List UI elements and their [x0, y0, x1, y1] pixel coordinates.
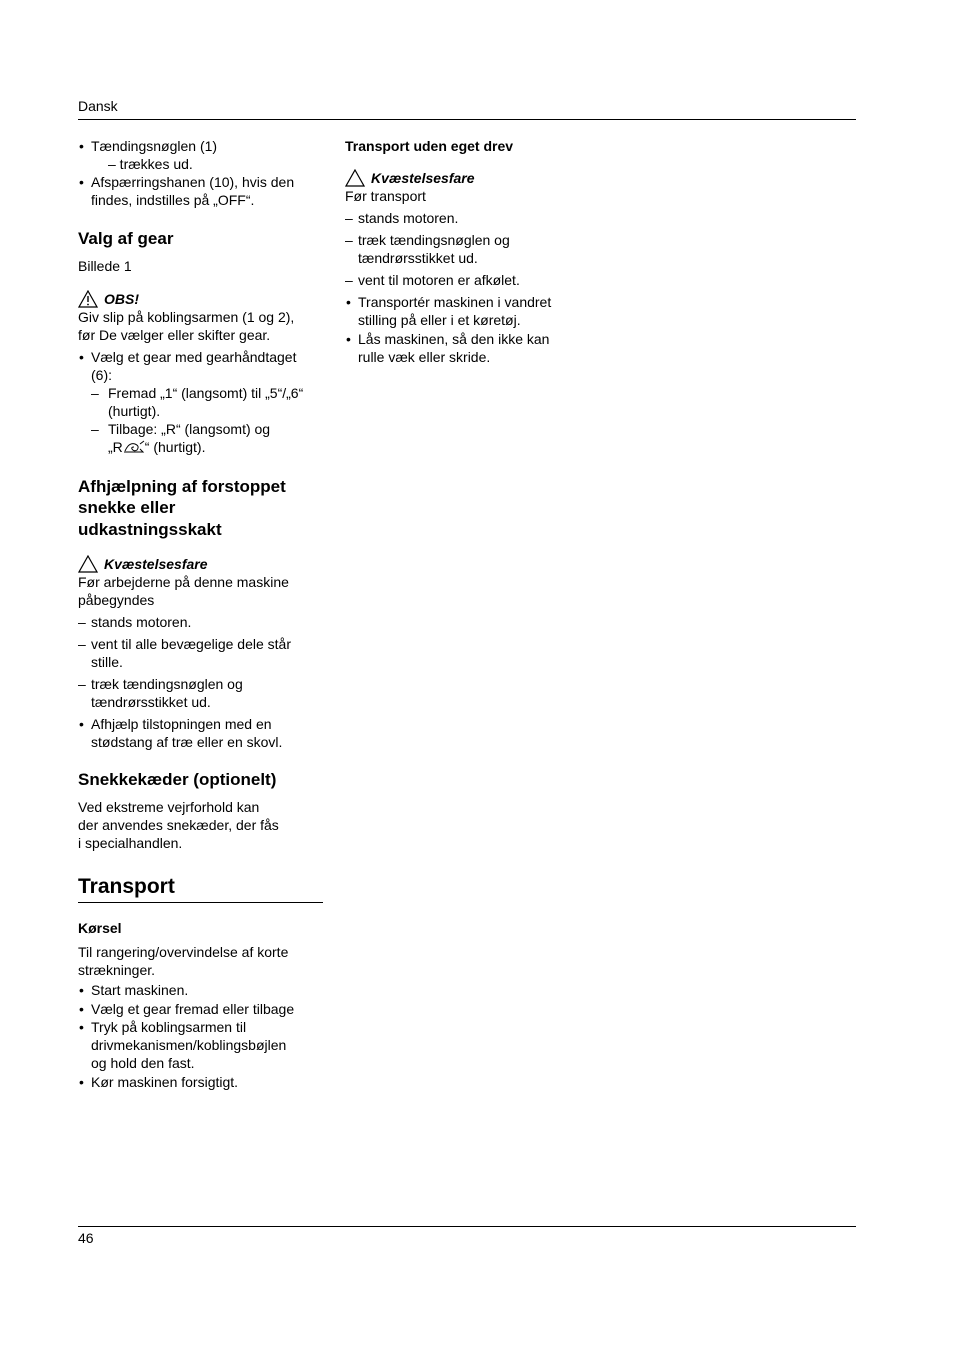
list-item: – vent til motoren er afkølet. [345, 271, 585, 289]
page-number: 46 [78, 1230, 94, 1246]
list-item: • Kør maskinen forsigtigt. [78, 1073, 328, 1091]
left-column: • Tændingsnøglen (1) – trækkes ud. • Afspærringshanen (10), hvis den findes, indstilles på „OFF“. Valg af gear Billede 1 OBS! Giv slip på koblingsarmen (1 og 2), før De vælger eller skifter gear. • Vælg et gear med gearhåndtaget (6): – Fremad „1“ (langsomt) til „5“/„6“ (hurtigt). – Tilbage: „R“ (langsomt) og „R “ (hurtigt). Afhjælpning af forstoppet snekke eller udkastningsskakt Kvæstelsesfare Før arbejderne på denne maskine påbegyndes – stands motoren. – vent til alle bevægelige dele står stille. – træk tændingsnøglen og tændrørsstikket ud. • Afhjælp tilstopningen med en stødstang af træ eller en skovl. Snekkekæder (optionelt) Ved ekstreme vejrforhold kan der anvendes snekæder, der fås i specialhandlen. Transport Kørsel Til rangering/overvindelse af korte strækninger. • Start maskinen. • Vælg et gear fremad eller tilbage • Tryk på koblingsarmen til drivmekanismen/koblingsbøjlen og hold den fast. • Kør maskinen forsigtigt. [78, 137, 328, 1091]
footer-rule [78, 1226, 856, 1227]
list-item: • Tryk på koblingsarmen til drivmekanismen/koblingsbøjlen og hold den fast. [78, 1018, 328, 1072]
list-item: • Afspærringshanen (10), hvis den findes, indstilles på „OFF“. [78, 173, 328, 209]
list-item: – træk tændingsnøglen og tændrørsstikket ud. [345, 231, 585, 267]
section-heading-gear: Valg af gear [78, 229, 174, 248]
warning-title: Kvæstelsesfare [78, 555, 328, 573]
list-item: – stands motoren. [78, 613, 328, 631]
warning-title: Kvæstelsesfare [345, 169, 585, 187]
warning-icon [345, 169, 365, 187]
list-item: – Tilbage: „R“ (langsomt) og „R “ (hurtigt). [78, 420, 328, 456]
list-item: • Vælg et gear med gearhåndtaget (6): [78, 348, 328, 384]
section-heading-chains: Snekkekæder (optionelt) [78, 770, 277, 789]
notice-title: OBS! [78, 290, 328, 308]
section-heading-clog: Afhjælpning af forstoppet snekke eller udkastningsskakt [78, 476, 286, 539]
warning-icon [78, 290, 98, 308]
list-item: – træk tændingsnøglen og tændrørsstikket ud. [78, 675, 328, 711]
list-item: • Transportér maskinen i vandret stilling på eller i et køretøj. [345, 293, 585, 329]
list-item: • Lås maskinen, så den ikke kan rulle væk eller skride. [345, 330, 585, 366]
subheading-transport-no-drive: Transport uden eget drev [345, 138, 514, 154]
list-item: – stands motoren. [345, 209, 585, 227]
warning-icon [78, 555, 98, 573]
list-item: • Vælg et gear fremad eller tilbage [78, 1000, 328, 1018]
chapter-heading-transport: Transport [78, 874, 175, 898]
right-column: Transport uden eget drev Kvæstelsesfare Før transport – stands motoren. – træk tændingsnøglen og tændrørsstikket ud. – vent til motoren er afkølet. • Transportér maskinen i vandret stilling på eller i et køretøj. • Lås maskinen, så den ikke kan rulle væk eller skride. [345, 137, 585, 366]
chains-paragraph: Ved ekstreme vejrforhold kan der anvendes snekæder, der fås i specialhandlen. [78, 798, 279, 851]
figure-reference: Billede 1 [78, 257, 132, 274]
list-item: • Start maskinen. [78, 981, 328, 999]
chapter-rule [78, 902, 323, 903]
page-header-language: Dansk [78, 98, 118, 114]
list-item: • Afhjælp tilstopningen med en stødstang af træ eller en skovl. [78, 715, 328, 751]
snail-fast-icon [123, 439, 145, 455]
subheading-korsel: Kørsel [78, 919, 122, 936]
header-rule [78, 119, 856, 120]
list-item: – vent til alle bevægelige dele står stille. [78, 635, 328, 671]
list-item: – Fremad „1“ (langsomt) til „5“/„6“ (hurtigt). [78, 384, 328, 420]
list-item: • Tændingsnøglen (1) – trækkes ud. [78, 137, 328, 173]
